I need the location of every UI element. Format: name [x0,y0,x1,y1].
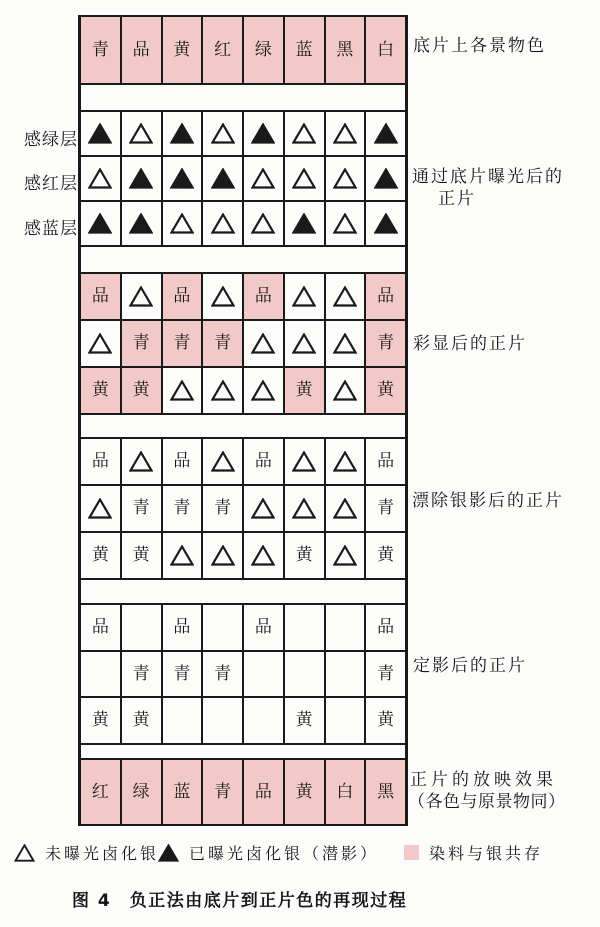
cell-text: 黄 [132,380,150,400]
color-cell [366,698,405,743]
cell-text: 青 [91,39,109,60]
color-cell [244,439,285,484]
cell-text: 青 [214,498,232,518]
cell-text: 红 [214,39,232,60]
empty-triangle-icon [244,157,285,200]
empty-triangle-icon [163,202,204,245]
cell-text: 品 [91,451,109,471]
color-cell [163,439,204,484]
color-cell [285,760,326,824]
color-cell [203,17,244,83]
filled-triangle-icon [81,202,122,245]
empty-triangle-icon [326,274,367,319]
section-spacer [81,247,405,272]
section-fixed-positive [81,603,405,745]
color-cell [81,698,122,743]
section-silver-bleached [81,437,405,580]
cell-text: 品 [173,451,191,471]
color-cell [366,439,405,484]
color-cell [163,486,204,531]
empty-triangle-icon [326,368,367,413]
label-line: （各色与原景物同） [408,791,566,812]
color-cell [203,321,244,366]
cell-text: 黑 [336,39,354,60]
legend-label: 已曝光卤化银（潜影） [189,844,380,863]
empty-cell [122,605,163,650]
empty-triangle-icon [244,533,285,578]
section-negative-colors [81,15,405,85]
empty-triangle-icon [285,321,326,366]
filled-triangle-icon [122,157,163,200]
cell-text: 品 [173,286,191,306]
empty-triangle-icon [326,202,367,245]
color-cell [81,605,122,650]
color-cell [163,605,204,650]
cell-text: 黄 [132,710,150,731]
empty-triangle-icon [244,202,285,245]
label-color-developed [413,334,527,356]
label-exposed-positive [412,167,564,211]
empty-triangle-icon [285,157,326,200]
empty-triangle-icon [203,202,244,245]
cell-text: 黄 [91,710,109,731]
cell-text: 品 [254,451,272,471]
color-cell [203,652,244,697]
empty-triangle-icon [326,157,367,200]
cell-text: 黄 [91,380,109,400]
legend-label: 未曝光卤化银 [45,844,160,863]
empty-triangle-icon [122,439,163,484]
color-cell [244,17,285,83]
color-cell [366,760,405,824]
cell-text: 青 [377,663,395,684]
empty-cell [244,652,285,697]
color-cell [81,760,122,824]
empty-triangle-icon [122,112,163,155]
filled-triangle-icon [366,112,405,155]
color-cell [366,652,405,697]
cell-text: 青 [214,663,232,684]
empty-triangle-icon [203,274,244,319]
cell-text: 青 [377,333,395,353]
section-exposed-positive [81,110,405,247]
table-row [81,155,405,200]
cell-text: 黄 [295,710,313,731]
label-line: 正片的放映效果 [410,770,557,790]
empty-cell [285,652,326,697]
empty-triangle-icon [326,439,367,484]
filled-triangle-icon [203,157,244,200]
section-spacer [81,415,405,437]
empty-triangle-icon [326,112,367,155]
color-cell [366,486,405,531]
empty-triangle-icon [81,157,122,200]
color-cell [81,533,122,578]
table-row [81,531,405,578]
legend-item-pink-square [404,841,543,864]
cell-text: 品 [132,39,150,60]
empty-triangle-icon [203,533,244,578]
filled-triangle-icon [81,112,122,155]
cell-text: 黄 [132,545,150,565]
table-row [81,274,405,319]
filled-triangle-icon [285,202,326,245]
label-line: 定影后的正片 [413,656,527,676]
color-cell [122,17,163,83]
color-cell [244,760,285,824]
color-cell [285,533,326,578]
table-row [81,319,405,366]
empty-cell [326,698,367,743]
color-cell [244,605,285,650]
section-spacer [81,85,405,110]
cell-text: 蓝 [295,39,313,60]
empty-triangle-icon [285,486,326,531]
table-row [81,439,405,484]
empty-triangle-icon [326,533,367,578]
color-cell [326,760,367,824]
cell-text: 青 [173,498,191,518]
label-negative-colors [413,36,546,58]
color-cell [81,368,122,413]
empty-triangle-icon [285,439,326,484]
filled-triangle-icon [163,157,204,200]
filled-triangle-icon [122,202,163,245]
section-projection-effect [81,758,405,826]
section-spacer [81,745,405,758]
cell-text: 绿 [132,781,150,802]
empty-triangle-icon [244,486,285,531]
cell-text: 品 [254,286,272,306]
cell-text: 黄 [295,781,313,802]
empty-cell [81,652,122,697]
empty-cell [326,652,367,697]
label-line: 通过底片曝光后的 [412,167,564,187]
label-line: 漂除银影后的正片 [412,491,564,511]
filled-triangle-icon [158,844,179,862]
empty-triangle-icon [163,533,204,578]
color-cell [163,321,204,366]
filled-triangle-icon [244,112,285,155]
filled-triangle-icon [366,202,405,245]
color-cell [203,760,244,824]
cell-text: 青 [173,663,191,684]
table-row [81,760,405,824]
color-cell [122,698,163,743]
cell-text: 青 [214,781,232,802]
cell-text: 绿 [254,39,272,60]
table-row [81,200,405,245]
table-row [81,484,405,531]
color-cell [244,274,285,319]
empty-cell [163,698,204,743]
empty-triangle-icon [81,321,122,366]
cell-text: 品 [377,616,395,637]
cell-text: 黄 [173,39,191,60]
table-row [81,696,405,743]
color-cell [122,321,163,366]
color-cell [366,533,405,578]
layer-label-1: 感红层 [24,174,78,194]
color-cell [163,274,204,319]
empty-triangle-icon [326,321,367,366]
label-silver-bleached [412,491,564,513]
label-line: 正片 [438,188,476,209]
empty-triangle-icon [203,112,244,155]
layer-label-0: 感绿层 [24,130,78,150]
color-cell [122,652,163,697]
color-cell [163,17,204,83]
label-projection-effect [410,770,566,814]
filled-triangle-icon [366,157,405,200]
table-row [81,17,405,83]
color-cell [122,368,163,413]
color-cell [366,17,405,83]
cell-text: 青 [132,663,150,684]
cell-text: 黄 [377,545,395,565]
legend-item-filled-triangle [158,841,379,864]
cell-text: 品 [91,616,109,637]
empty-triangle-icon [14,844,35,862]
section-spacer [81,580,405,603]
color-cell [203,486,244,531]
color-cell [81,274,122,319]
color-cell [366,274,405,319]
empty-cell [203,698,244,743]
label-line: 底片上各景物色 [413,36,546,56]
empty-triangle-icon [285,112,326,155]
table-row [81,650,405,697]
color-cell [326,17,367,83]
legend-label: 染料与银共存 [429,844,544,863]
empty-triangle-icon [285,274,326,319]
color-cell [81,17,122,83]
filled-triangle-icon [163,112,204,155]
empty-cell [285,605,326,650]
cell-text: 黑 [377,781,395,802]
empty-triangle-icon [244,368,285,413]
empty-triangle-icon [326,486,367,531]
cell-text: 青 [132,498,150,518]
empty-cell [326,605,367,650]
cell-text: 品 [377,451,395,471]
empty-triangle-icon [203,439,244,484]
cell-text: 黄 [377,380,395,400]
color-cell [163,760,204,824]
table-row [81,366,405,413]
cell-text: 青 [173,333,191,353]
cell-text: 黄 [377,710,395,731]
cell-text: 品 [91,286,109,306]
cell-text: 青 [377,498,395,518]
color-cell [366,321,405,366]
cell-text: 白 [336,781,354,802]
cell-text: 品 [173,616,191,637]
color-cell [366,368,405,413]
cell-text: 青 [214,333,232,353]
label-line: 彩显后的正片 [413,334,527,354]
cell-text: 品 [254,781,272,802]
layer-label-2: 感蓝层 [24,219,78,239]
cell-text: 品 [377,286,395,306]
color-cell [163,652,204,697]
cell-text: 蓝 [173,781,191,802]
cell-text: 白 [377,39,395,60]
cell-text: 品 [254,616,272,637]
empty-cell [203,605,244,650]
legend-item-empty-triangle [14,841,159,864]
color-cell [81,439,122,484]
cell-text: 黄 [295,545,313,565]
color-cell [122,760,163,824]
cell-text: 青 [132,333,150,353]
empty-triangle-icon [163,368,204,413]
cell-text: 红 [91,781,109,802]
empty-triangle-icon [244,321,285,366]
color-cell [122,486,163,531]
cell-text: 黄 [295,380,313,400]
color-cell [122,533,163,578]
pink-square-icon [404,845,419,860]
figure-caption: 图 4 负正法由底片到正片色的再现过程 [72,891,408,911]
table-row [81,112,405,155]
table-row [81,605,405,650]
empty-triangle-icon [81,486,122,531]
cell-text: 黄 [91,545,109,565]
color-cell [285,368,326,413]
color-cell [366,605,405,650]
color-cell [285,698,326,743]
process-table [78,15,408,826]
color-cell [285,17,326,83]
section-color-developed [81,272,405,415]
empty-triangle-icon [122,274,163,319]
empty-triangle-icon [203,368,244,413]
empty-cell [244,698,285,743]
label-fixed-positive [413,656,527,678]
